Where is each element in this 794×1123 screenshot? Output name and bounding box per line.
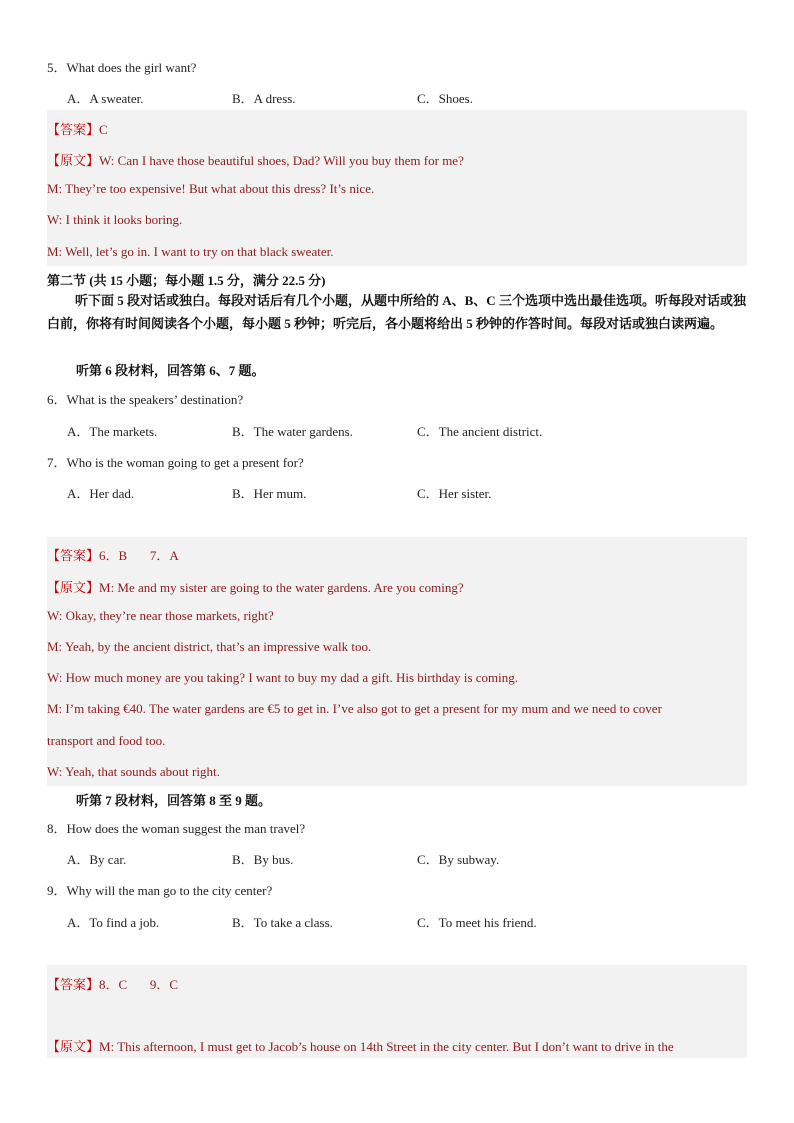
group6-script-3: M: Yeah, by the ancient district, that’s an impressive walk too. [47, 639, 372, 654]
question-9: 9．Why will the man go to the city center? [47, 883, 273, 898]
question-8: 8．How does the woman suggest the man travel? [47, 821, 306, 836]
q8-option-b: B．By bus. [232, 852, 294, 867]
group6-script-line-1 [47, 577, 464, 596]
group6-answer: 6．B 7．A [99, 548, 179, 563]
original-tag: 【原文】 [47, 153, 100, 168]
question-5: 5．What does the girl want? [47, 60, 197, 75]
q7-option-a: A．Her dad. [67, 486, 135, 501]
group6-intro: 听第 6 段材料，回答第 6、7 题。 [76, 363, 265, 378]
q5-answer-line [47, 119, 108, 138]
q5-option-a: A．A sweater. [67, 91, 144, 106]
q6-option-b: B．The water gardens. [232, 424, 353, 439]
group6-answer-line [47, 545, 179, 564]
q5-script-2: M: They’re too expensive! But what about this dress? It’s nice. [47, 181, 375, 196]
answer-tag: 【答案】 [47, 977, 100, 992]
q9-option-a: A．To find a job. [67, 915, 160, 930]
answer-tag: 【答案】 [47, 122, 100, 137]
section-instructions: 听下面 5 段对话或独白。每段对话后有几个小题，从题中所给的 A、B、C 三个选项中选出最佳选项。听每段对话或独白前，你将有时间阅读各个小题，每小题 5 秒钟；听完后，各小题将给出 5 秒钟的作答时间。每段对话或独白读两遍。 [47, 293, 746, 331]
group7-intro: 听第 7 段材料，回答第 8 至 9 题。 [76, 793, 272, 808]
q5-option-b: B．A dress. [232, 91, 296, 106]
original-tag: 【原文】 [47, 1039, 100, 1054]
group6-script-1: M: Me and my sister are going to the water gardens. Are you coming? [99, 580, 464, 595]
group7-script-line-1 [47, 1036, 674, 1055]
group7-answer: 8．C 9．C [99, 977, 179, 992]
q6-option-c: C．The ancient district. [417, 424, 543, 439]
group6-script-2: W: Okay, they’re near those markets, right? [47, 608, 274, 623]
q5-script-4: M: Well, let’s go in. I want to try on that black sweater. [47, 244, 334, 259]
q6-option-a: A．The markets. [67, 424, 158, 439]
q7-option-b: B．Her mum. [232, 486, 307, 501]
group7-script-1: M: This afternoon, I must get to Jacob’s house on 14th Street in the city center. But I don’t want to drive in the [99, 1039, 674, 1054]
group6-script-5: M: I’m taking €40. The water gardens are €5 to get in. I’ve also got to get a present for my mum and we need to cover [47, 701, 662, 716]
q8-option-c: C．By subway. [417, 852, 500, 867]
q9-option-c: C．To meet his friend. [417, 915, 537, 930]
q8-option-a: A．By car. [67, 852, 127, 867]
q9-option-b: B．To take a class. [232, 915, 333, 930]
q5-script-line-1 [47, 150, 464, 169]
q7-option-c: C．Her sister. [417, 486, 492, 501]
group6-script-6: transport and food too. [47, 733, 166, 748]
q5-option-c: C．Shoes. [417, 91, 473, 106]
question-7: 7．Who is the woman going to get a present for? [47, 455, 304, 470]
group6-script-4: W: How much money are you taking? I want to buy my dad a gift. His birthday is coming. [47, 670, 519, 685]
section-heading: 第二节 (共 15 小题；每小题 1.5 分，满分 22.5 分) [47, 273, 326, 288]
q5-script-1: W: Can I have those beautiful shoes, Dad? Will you buy them for me? [99, 153, 464, 168]
q5-answer: C [99, 122, 108, 137]
original-tag: 【原文】 [47, 580, 100, 595]
group6-script-7: W: Yeah, that sounds about right. [47, 764, 220, 779]
group7-answer-line [47, 974, 178, 993]
question-6: 6．What is the speakers’ destination? [47, 392, 244, 407]
q5-script-3: W: I think it looks boring. [47, 212, 183, 227]
answer-tag: 【答案】 [47, 548, 100, 563]
